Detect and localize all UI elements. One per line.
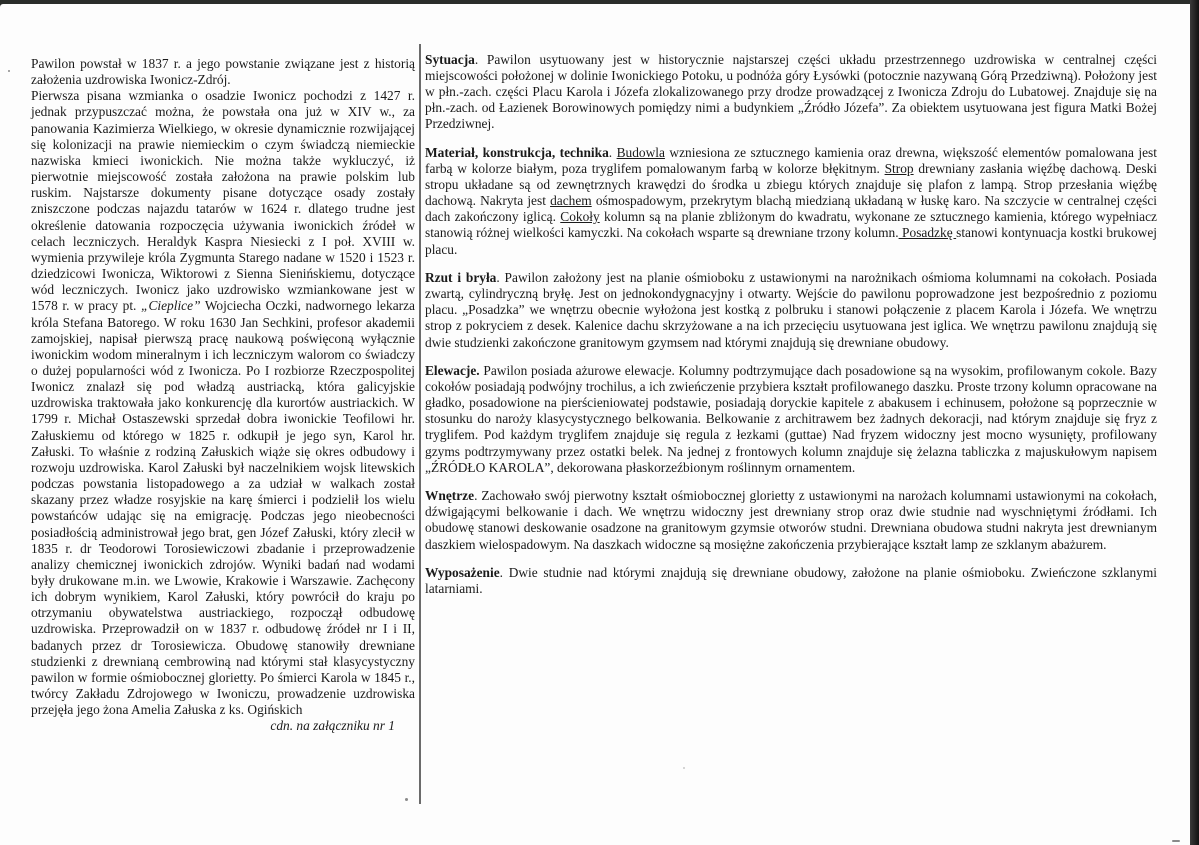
- scan-speck: [405, 798, 408, 801]
- section-heading: Sytuacja: [425, 52, 475, 67]
- section-text: wzniesiona ze sztucznego kamienia oraz drewna, większość elementów pomalowana jest farbą w kolorze białym, poza tryglifem pomalowanym farbą w kolorze błękitnym.: [425, 144, 1157, 177]
- history-paragraph: [31, 88, 415, 718]
- section-material: [425, 145, 1157, 258]
- section-heading: Wnętrze: [425, 488, 475, 504]
- section-heading: Elewacje.: [425, 363, 480, 379]
- section-text: .: [608, 144, 617, 160]
- section-heading: Wyposażenie: [425, 565, 500, 581]
- history-text-part2: Wojciecha Oczki, nadwornego lekarza króla Stefana Batorego. W roku 1630 Jan Sechkini, profesor akademii zamojskiej, napisał pierwszą pracę naukową poświęconą wyłącznie iwonickim wodom mineralnym i ich leczniczym walorom co świadczy o dużej popularności wód z Iwonicza. Po I rozbiorze Rzeczpospolitej Iwonicz znalazł się pod władzą austriacką, która galicyjskie uzdrowiska traktowała jako konkurencję dla kurortów austriackich. W 1799 r. Michał Ostaszewski sprzedał dobra iwonickie Teofilowi hr. Załuskiemu od którego w 1825 r. odkupił je jego syn, Karol hr. Załuski. To właśnie z rodziną Załuskich wiąże się okres odbudowy i rozwoju uzdrowiska. Karol Załuski był naczelnikiem wojsk litewskich podczas powstania listopadowego a za udział w walkach został skazany przez władze rosyjskie na karę śmierci i podzielił los wielu powstańców udając się na emigrację. Podczas jego nieobecności posiadłością administrował jego brat, gen Józef Załuski, który zlecił w 1835 r. dr Teodorowi Torosiewiczowi zbadanie i przeprowadzenie analizy chemicznej iwonickich zdrojów. Wyniki badań nad wodami były drukowane m.in. we Lwowie, Krakowie i Warszawie. Zachęcony ich dobrym wynikiem, Karol Załuski, który powrócił do kraju po otrzymaniu obywatelstwa austriackiego, rozpoczął odbudowę uzdrowiska. Przeprowadził on w 1837 r. odbudowę źródeł nr I i II, badanych przez dr Torosiewicza. Obudowę stanowiły drewniane studzienki z drewnianą cembrowiną nad którymi stał klasycystyczny pawilon w formie ośmiobocznej glorietty. Po śmierci Karola w 1845 r., twórcy Zakładu Zdrojowego w Iwoniczu, prowadzenie uzdrowiska przejęła jego żona Amelia Załuska z ks. Ogińskich: [31, 298, 415, 718]
- intro-paragraph: Pawilon powstał w 1837 r. a jego powstanie związane jest z historią założenia uzdrowiska Iwonicz-Zdrój.: [31, 56, 415, 88]
- section-situation: [425, 52, 1157, 132]
- section-text: . Zachowało swój pierwotny kształt ośmiobocznej glorietty z ustawionymi na narożach kolumnami ustawionymi na cokołach, dźwigającymi belkowanie i dach. We wnętrzu widoczny jest drewniany strop oraz dwie studnie nad wyschniętymi źródłami. Ich obudowę stanowi deskowanie osadzone na granitowym gzymsie otworów studni. Drewniana obudowa studni nakryta jest drewnianym daszkiem wielospadowym. Na daszkach widoczne są mosiężne zakończenia przybierające kształt lamp ze szklanym abażurem.: [425, 488, 1157, 552]
- section-text: . Pawilon usytuowany jest w historycznie najstarszej części układu przestrzennego uzdrowiska w centralnej części miejscowości położonej w dolinie Iwonickiego Potoku, u podnóża góry Łysówki (potocznie nazywaną Górą Przedziwną). Położony jest w płn.-zach. części Placu Karola i Józefa zlokalizowanego przy drodze prowadzącej z Iwonicza Zdroju do Lubatowej. Znajduje się na płn.-zach. od Łazienek Borowinowych pomiędzy nimi a budynkiem „Źródło Józefa”. Za obiektem usytuowana jest figura Matki Bożej Przedziwnej.: [425, 52, 1157, 132]
- section-text: . Pawilon założony jest na planie ośmioboku z ustawionymi na narożnikach ośmioma kolumnami na cokołach. Posiada zwartą, cylindryczną bryłę. Jest on jednokondygnacyjny i otwarty. Wejście do pawilonu poprowadzone jest bezpośrednio z poziomu placu. „Posadzka” we wnętrzu obecnie wyłożona jest kostką z polbruku i stanowi połączenie z placem Karola i Józefa. We wnętrzu strop z pokryciem z desek. Kalenice dachu skrzyżowane a na ich przecięciu usytuowana jest iglica. We wnętrzu pawilonu znajdują się dwie studzienki zakończone granitowym gzymsem nad którymi znajdują się drewniane obudowy.: [425, 270, 1157, 350]
- term-dach: dachem: [550, 193, 592, 209]
- document-page: [0, 4, 1190, 845]
- section-elevations: [425, 363, 1157, 476]
- section-heading: Materiał, konstrukcja, technika: [425, 144, 609, 160]
- term-posadzka: Posadzkę: [898, 225, 957, 241]
- section-text: stanowi kontynuacja kostki brukowej placu.: [425, 225, 1157, 257]
- section-text: Pawilon posiada ażurowe elewacje. Kolumny podtrzymujące dach posadowione są na wysokim, profilowanym cokole. Bazy cokołów posiadają podwójny trochilus, a ich zwieńczenie przybiera kształt profilowanego daszku. Proste trzony kolumn opracowane na gładko, posadowione na pierścieniowatej podstawie, posiadają doryckie kapitele z abakusem i echinusem, położone są poprzecznie w stosunku do naroży klasycystycznego belkowania. Belkowanie z architrawem bez żadnych dekoracji, nad którym znajduje się fryz z tryglifem. Pod każdym tryglifem znajduje się regula z łezkami (guttae) Nad fryzem widoczny jest mocno wysunięty, profilowany gzyms podtrzymywany przez ostatki belek. Na jednej z frontowych kolumn znajduje się żelazna tabliczka z majuskułowym napisem „ŹRÓDŁO KAROLA”, dekorowana płaskorzeźbionym roślinnym ornamentem.: [425, 363, 1157, 475]
- section-text: ośmospadowym, przekrytym blachą miedzianą układaną w łuskę karo. Na szczycie w centralnej części dach zakończony iglicą.: [425, 193, 1158, 225]
- scan-speck: [8, 70, 10, 72]
- term-cokoly: Cokoły: [560, 209, 600, 225]
- section-heading: Rzut i bryła: [425, 270, 497, 286]
- cieplice-title: „Cieplice”: [141, 298, 201, 314]
- history-column: [31, 56, 415, 735]
- description-column: [425, 52, 1157, 610]
- section-text: kolumn są na planie zbliżonym do kwadratu, wykonane ze sztucznego kamienia, którego wypełniacz stanowią różnej wielkości kamyczki. Na cokołach wsparte są drewniane trzony kolumn.: [425, 209, 1157, 241]
- scan-speck: [1172, 840, 1180, 842]
- section-text: . Dwie studnie nad którymi znajdują się drewniane obudowy, założone na planie ośmioboku. Zwieńczone szklanymi latarniami.: [425, 565, 1157, 597]
- section-plan: [425, 270, 1157, 350]
- continued-note: cdn. na załączniku nr 1: [270, 718, 395, 734]
- section-interior: [425, 488, 1157, 552]
- term-budowla: Budowla: [616, 144, 665, 160]
- column-divider: [419, 44, 421, 804]
- history-text-part1: Pierwsza pisana wzmianka o osadzie Iwonicz pochodzi z 1427 r. jednak przypuszczać można, że powstała ona już w XIV w., za panowania Kazimierza Wielkiego, w okresie dynamicznie rozwijającej się kolonizacji na prawie niemieckim o czym świadczą niemieckie nazwiska kmieci iwonickich. Nie można także wykluczyć, iż pierwotnie miejscowość została założona na prawie polskim lub ruskim. Najstarsze dokumenty pisane dotyczące osady zostały zniszczone podczas najazdu tatarów w 1624 r. dlatego trudne jest określenie datowania rozpoczęcia używania iwonickich źródeł w celach leczniczych. Heraldyk Kaspra Niesiecki z I poł. XVIII w. wymienia przywileje króla Zygmunta Starego nadane w 1520 i 1523 r. dziedzicowi Iwonicza, Wiktorowi z Sienna Sienińskiemu, dotyczące wód leczniczych. Iwonicz jako uzdrowisko wzmiankowane jest w 1578 r. w pracy pt.: [31, 88, 415, 314]
- term-strop: Strop: [884, 161, 914, 177]
- section-equipment: [425, 565, 1157, 597]
- scan-edge-shadow: [1190, 0, 1199, 845]
- section-text: drewniany zasłania więźbę dachową. Deski stropu układane są od zewnętrznych krawędzi do środka u zbiegu których znajduje się plafon z lampą. Strop przesłania więźbę dachową. Nakryta jest: [425, 161, 1157, 209]
- scan-speck: [683, 767, 685, 769]
